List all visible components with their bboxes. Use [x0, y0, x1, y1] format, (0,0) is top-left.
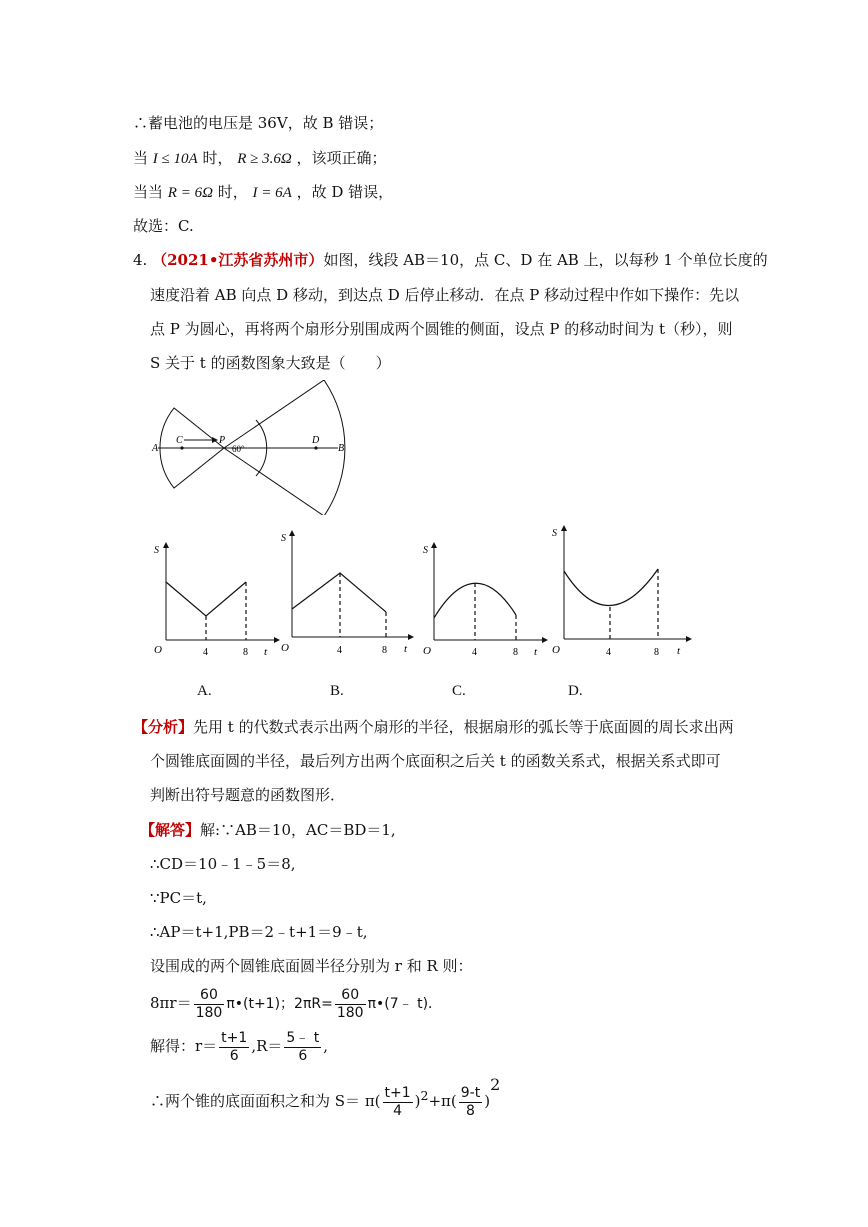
- solution-line-2: ∴CD＝10﹣1﹣5＝8,: [150, 855, 296, 873]
- tick-4: 4: [203, 647, 208, 658]
- origin-label: O: [154, 644, 162, 656]
- solution-line-6: [150, 985, 442, 1022]
- tick-4: 4: [337, 645, 342, 656]
- solution-line-7: [150, 1028, 328, 1065]
- tick-8: 8: [654, 647, 659, 658]
- fraction: [383, 1085, 413, 1120]
- text-line-2: [133, 148, 387, 169]
- choice-a[interactable]: A.: [197, 683, 212, 699]
- text-fragment: 当: [133, 149, 149, 167]
- t-label: t: [534, 646, 538, 658]
- numerator: 60: [194, 987, 225, 1005]
- equation-part: 解得：r＝: [150, 1037, 218, 1055]
- label-b: B: [338, 443, 345, 454]
- solution-line-3: ∵PC＝t,: [150, 889, 207, 907]
- s-label: S: [154, 545, 159, 556]
- t-label: t: [264, 646, 268, 658]
- analysis-tag: 【分析】: [133, 718, 194, 736]
- numerator: 9-t: [460, 1084, 481, 1101]
- label-angle: 60°: [232, 444, 245, 454]
- solution-text: 解:∵AB＝10，AC＝BD＝1,: [200, 821, 396, 839]
- sector-figure: [148, 380, 358, 515]
- tick-4: 4: [606, 647, 611, 658]
- tick-8: 8: [382, 645, 387, 656]
- solution-line-1: [140, 820, 396, 840]
- solution-line-8: [150, 1077, 500, 1120]
- origin-label: O: [423, 645, 431, 657]
- question-text: 如图，线段 AB＝10，点 C、D 在 AB 上，以每秒 1 个单位长度的: [323, 251, 768, 269]
- text-fragment: 时，: [202, 149, 233, 167]
- s-axis-arrow: [289, 530, 295, 536]
- question-line-2: 速度沿着 AB 向点 D 移动，到达点 D 后停止移动．在点 P 移动过程中作如下操作：先以: [150, 286, 740, 304]
- math-expression: I = 6A: [252, 185, 292, 201]
- text-fragment: ，该项正确；: [296, 149, 387, 167]
- equation-part: +π(: [428, 1092, 457, 1110]
- question-line-4: S 关于 t 的函数图象大致是（ ）: [150, 354, 391, 372]
- graph-option-b: [276, 527, 416, 662]
- solution-tag: 【解答】: [140, 821, 201, 839]
- numerator: t+1: [384, 1084, 411, 1101]
- denominator: 4: [393, 1102, 403, 1119]
- label-p: P: [219, 435, 226, 446]
- graph-curve: [564, 569, 658, 606]
- tick-8: 8: [513, 647, 518, 658]
- denominator: 180: [336, 1004, 364, 1021]
- s-axis-arrow: [561, 525, 567, 531]
- text-line-4: 故选：C.: [133, 217, 194, 235]
- math-expression: R = 6Ω: [167, 185, 213, 201]
- t-axis-arrow: [686, 636, 692, 642]
- equation-part: ,: [323, 1037, 329, 1055]
- question-line-3: 点 P 为圆心，再将两个扇形分别围成两个圆锥的侧面，设点 P 的移动时间为 t（秒），则: [150, 320, 733, 338]
- fraction: [459, 1085, 482, 1120]
- tick-8: 8: [243, 647, 248, 658]
- math-expression: R ≥ 3.6Ω: [237, 151, 292, 167]
- s-label: S: [552, 528, 557, 539]
- choice-b[interactable]: B.: [330, 683, 344, 699]
- point-c: [180, 446, 183, 449]
- graph-curve: [166, 582, 246, 616]
- point-d: [314, 446, 317, 449]
- equation-part: ∴两个锥的底面面积之和为 S＝ π(: [150, 1092, 381, 1110]
- origin-label: O: [281, 642, 289, 654]
- t-axis-arrow: [408, 634, 414, 640]
- fraction: [219, 1030, 249, 1065]
- tick-4: 4: [472, 647, 477, 658]
- equation-part: ,R＝: [251, 1037, 283, 1055]
- equation-part: ): [484, 1092, 491, 1110]
- question-source: （2021•江苏省苏州市）: [152, 251, 324, 269]
- s-label: S: [423, 545, 428, 556]
- analysis-text: 先用 t 的代数式表示出两个扇形的半径，根据扇形的弧长等于底面圆的周长求出两: [193, 718, 734, 736]
- solution-line-5: 设围成的两个圆锥底面圆半径分别为 r 和 R 则：: [150, 957, 473, 975]
- solution-line-4: ∴AP＝t+1,PB＝2﹣t+1＝9﹣t,: [150, 923, 368, 941]
- choice-d[interactable]: D.: [568, 683, 583, 699]
- analysis-line-3: 判断出符号题意的函数图形．: [150, 786, 346, 804]
- analysis-line-1: [133, 717, 734, 737]
- exponent: 2: [420, 1088, 429, 1103]
- equation-part: π•(7﹣ t)．: [367, 996, 443, 1012]
- exponent: 2: [490, 1075, 501, 1094]
- analysis-line-2: 个圆锥底面圆的半径，最后列方出两个底面积之后关 t 的函数关系式，根据关系式即可: [150, 752, 721, 770]
- equation-part: π•(t+1)；2πR=: [226, 996, 333, 1012]
- s-axis-arrow: [163, 542, 169, 548]
- denominator: 6: [298, 1047, 308, 1064]
- denominator: 8: [466, 1102, 475, 1119]
- label-c: C: [176, 435, 183, 446]
- question-number: 4.: [133, 251, 148, 269]
- equation-part: ): [414, 1092, 421, 1110]
- question-line-1: [133, 250, 768, 270]
- denominator: 6: [229, 1047, 239, 1064]
- text-line-3: [133, 182, 393, 203]
- text-fragment: 时，: [217, 183, 248, 201]
- label-a: A: [152, 443, 159, 454]
- fraction: [194, 987, 225, 1022]
- choice-c[interactable]: C.: [452, 683, 466, 699]
- graph-option-d: [546, 521, 696, 661]
- denominator: 180: [195, 1004, 223, 1021]
- numerator: 60: [335, 987, 366, 1005]
- s-axis-arrow: [431, 542, 437, 548]
- text-line-1: ∴蓄电池的电压是 36V，故 B 错误；: [133, 114, 384, 132]
- graph-option-a: [150, 540, 280, 665]
- fraction: [284, 1030, 321, 1065]
- math-expression: I ≤ 10A: [152, 151, 198, 167]
- equation-part: 8πr＝: [150, 994, 192, 1012]
- label-d: D: [312, 435, 320, 446]
- text-fragment: 当当: [133, 183, 164, 201]
- text-fragment: ，故 D 错误，: [296, 183, 394, 201]
- numerator: t+1: [221, 1029, 248, 1046]
- graph-option-c: [418, 540, 548, 665]
- graph-curve: [292, 573, 386, 612]
- t-label: t: [677, 645, 681, 657]
- s-label: S: [281, 533, 286, 544]
- numerator: 5﹣ t: [286, 1029, 320, 1046]
- t-label: t: [404, 643, 408, 655]
- origin-label: O: [552, 644, 560, 656]
- fraction: [335, 987, 366, 1022]
